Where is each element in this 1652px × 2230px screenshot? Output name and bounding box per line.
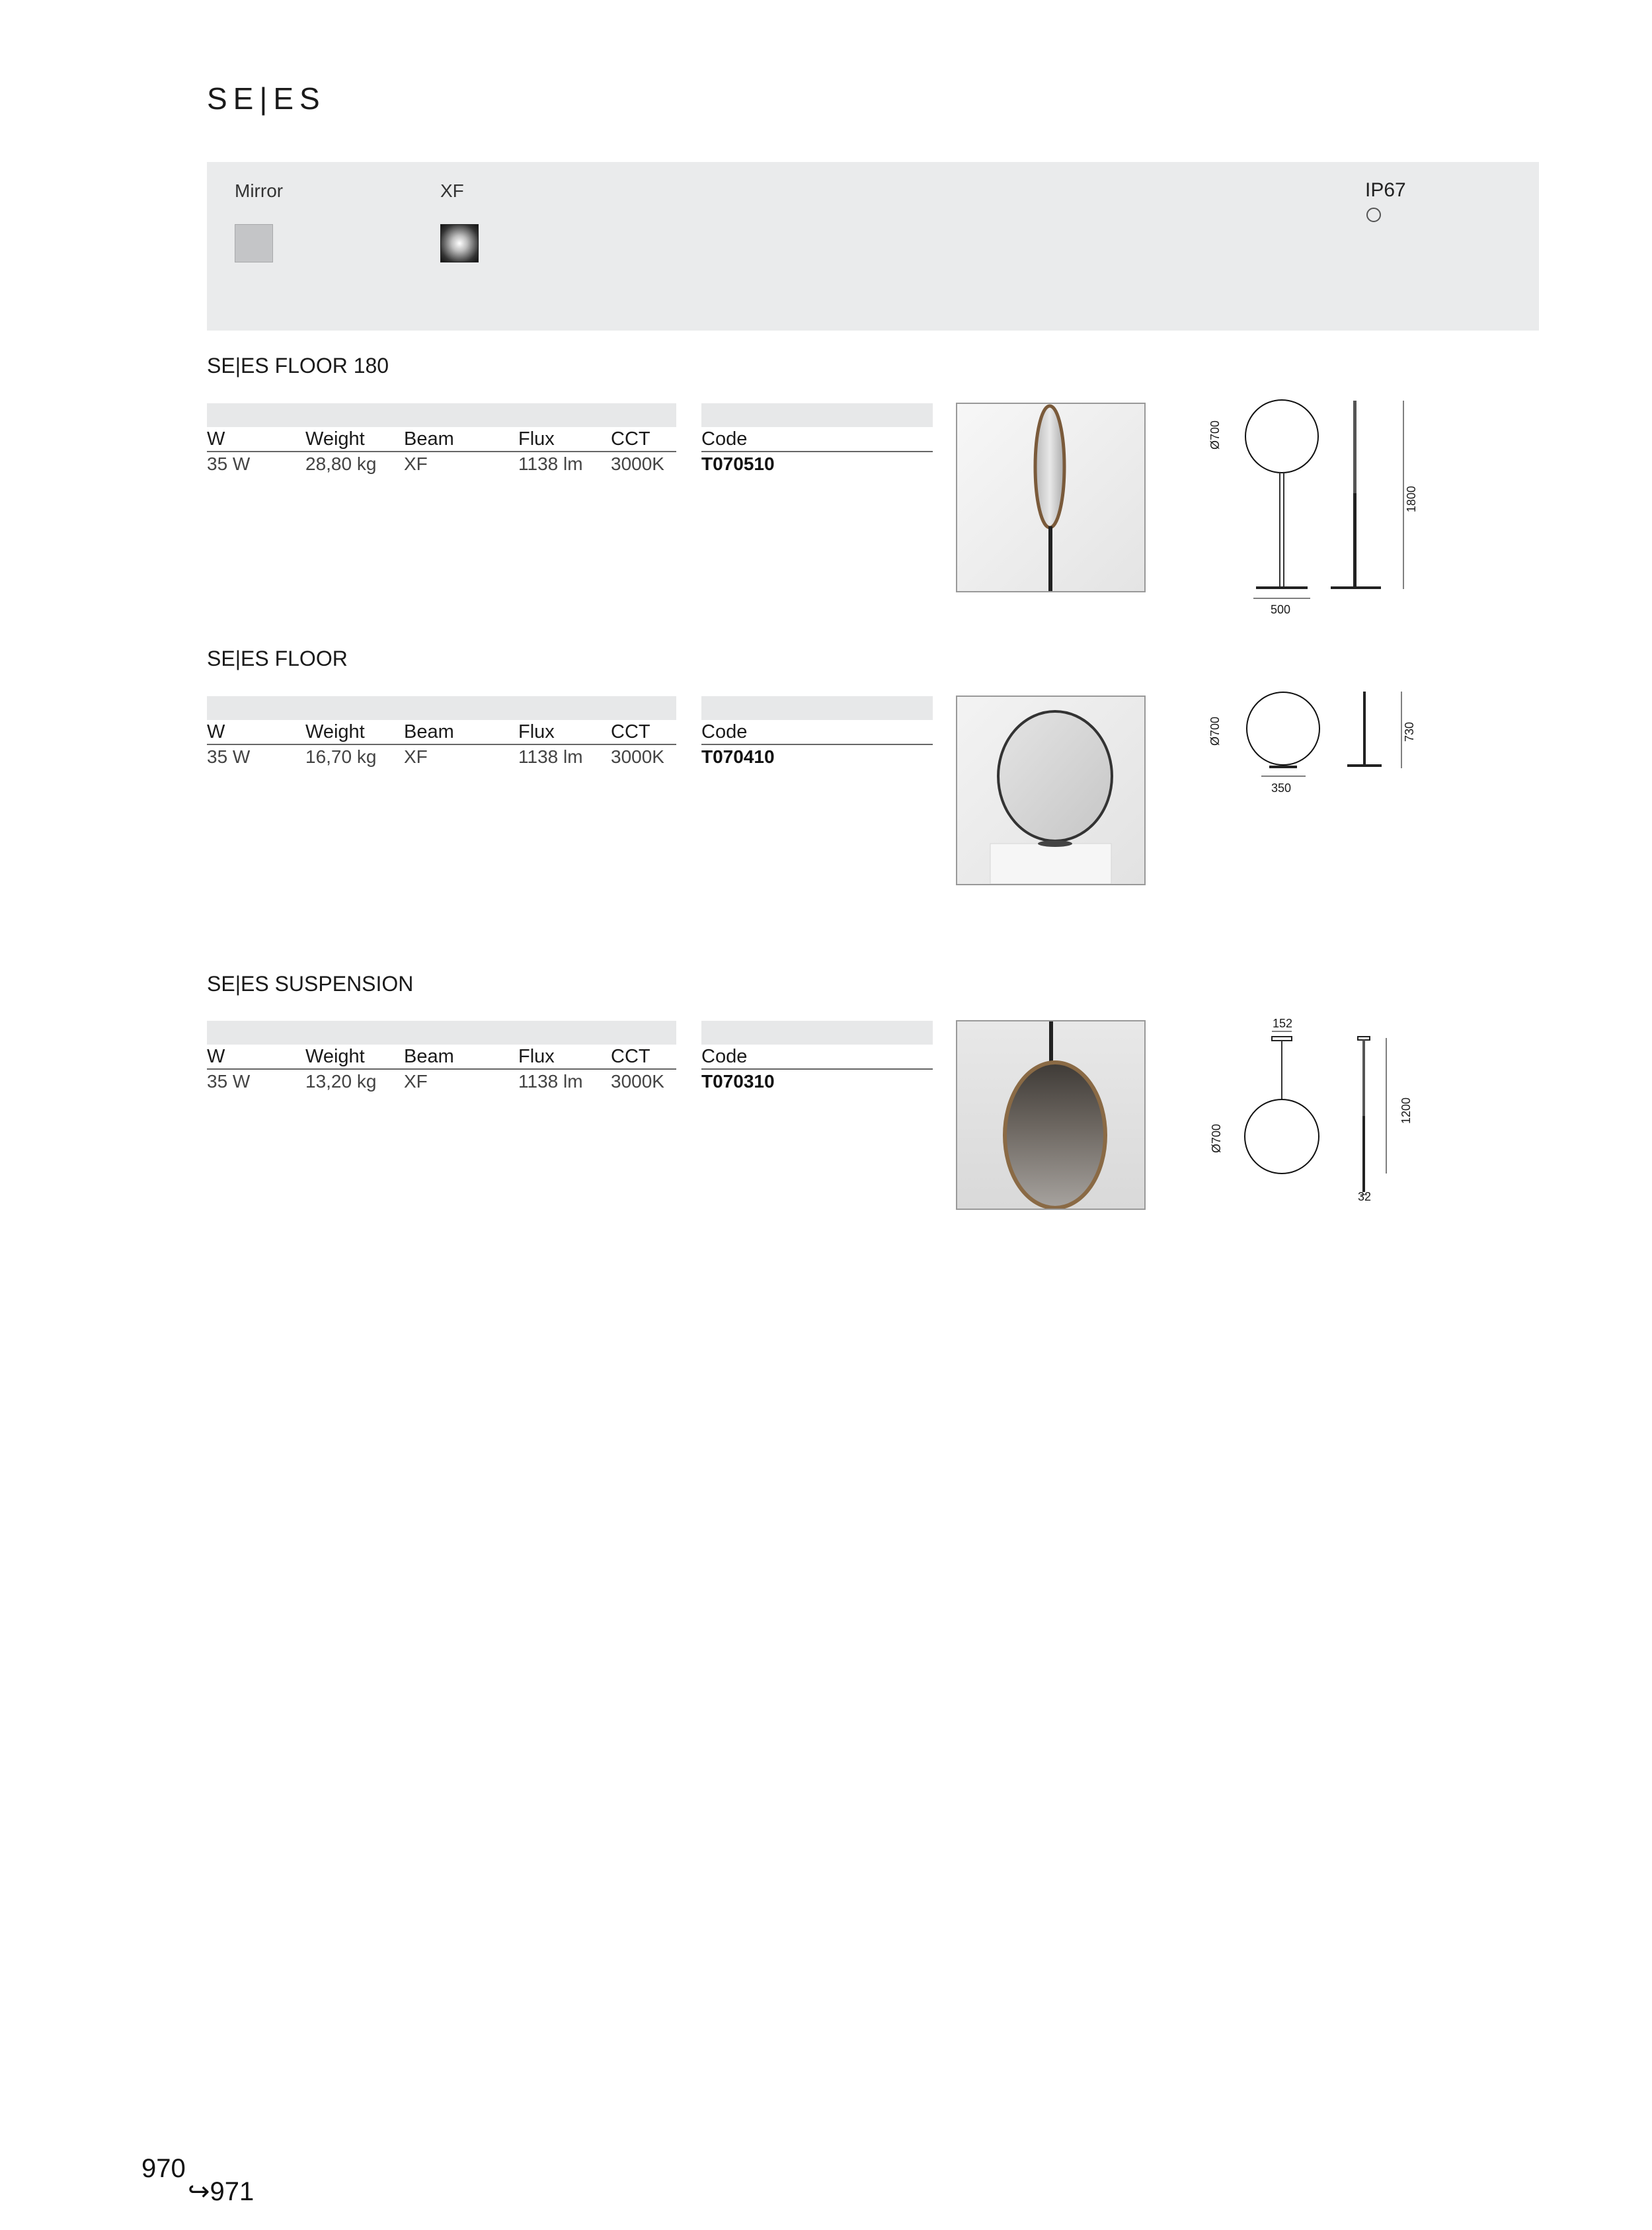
product-title: SE|ES SUSPENSION [207, 972, 414, 996]
code-header-bar [701, 403, 933, 427]
cell-code: T070310 [701, 1071, 775, 1092]
brand-title: SE|ES [207, 81, 326, 116]
cell-weight: 16,70 kg [305, 746, 377, 767]
dimension-drawing [1203, 1012, 1428, 1210]
col-weight: Weight [305, 1046, 365, 1067]
table-rule [207, 451, 676, 452]
mirror-swatch [235, 224, 273, 262]
cell-w: 35 W [207, 1071, 251, 1092]
table-header-bar [207, 696, 676, 720]
col-cct: CCT [611, 721, 650, 742]
height-label: 1800 [1405, 485, 1418, 512]
rod-label: 32 [1358, 1190, 1372, 1203]
col-code: Code [701, 1046, 748, 1067]
table-header-bar [207, 1021, 676, 1045]
page-number-left: 970 [141, 2154, 186, 2183]
product-title: SE|ES FLOOR 180 [207, 354, 389, 378]
base-label: 500 [1271, 603, 1291, 616]
col-cct: CCT [611, 1046, 650, 1067]
height-label: 730 [1403, 721, 1416, 742]
diameter-label: Ø700 [1208, 420, 1222, 450]
cell-flux: 1138 lm [518, 454, 583, 474]
diameter-label: Ø700 [1208, 716, 1222, 746]
code-rule [701, 1068, 933, 1070]
ip-rating [1365, 179, 1406, 202]
product-photo [956, 403, 1146, 592]
col-beam: Beam [404, 721, 454, 742]
floor-photo-illustration [957, 697, 1144, 884]
beam-label: XF [440, 180, 464, 201]
cell-weight: 28,80 kg [305, 454, 377, 474]
cell-beam: XF [404, 1071, 428, 1092]
col-code: Code [701, 428, 748, 450]
cell-w: 35 W [207, 746, 251, 767]
product-photo [956, 1020, 1146, 1210]
arrow-icon: ↪ [188, 2177, 210, 2206]
col-code: Code [701, 721, 748, 742]
floor-dimension-lines [1203, 688, 1428, 807]
code-rule [701, 451, 933, 452]
canopy-label: 152 [1273, 1017, 1293, 1030]
cell-w: 35 W [207, 454, 251, 474]
col-beam: Beam [404, 428, 454, 450]
ip-prefix: IP [1365, 179, 1384, 201]
col-flux: Flux [518, 1046, 555, 1067]
code-header-bar [701, 1021, 933, 1045]
floor-180-photo-illustration [957, 404, 1144, 591]
cell-flux: 1138 lm [518, 746, 583, 767]
col-w: W [207, 428, 225, 450]
cell-beam: XF [404, 454, 428, 474]
col-w: W [207, 1046, 225, 1067]
diameter-label: Ø700 [1210, 1123, 1223, 1153]
xf-beam-swatch [440, 224, 479, 262]
ground-icon [1366, 208, 1381, 222]
col-cct: CCT [611, 428, 650, 450]
product-photo [956, 696, 1146, 885]
dimension-drawing [1203, 397, 1428, 621]
cell-flux: 1138 lm [518, 1071, 583, 1092]
ip-value: 67 [1384, 179, 1406, 201]
page-number-right [188, 2176, 254, 2207]
finish-label: Mirror [235, 180, 284, 201]
cell-code: T070410 [701, 746, 775, 767]
cell-cct: 3000K [611, 454, 664, 474]
code-rule [701, 744, 933, 745]
suspension-dimension-lines [1203, 1012, 1428, 1210]
finish-band [207, 162, 1539, 331]
table-header-bar [207, 403, 676, 427]
table-rule [207, 744, 676, 745]
cell-beam: XF [404, 746, 428, 767]
base-label: 350 [1271, 781, 1292, 795]
page-number-right-value: 971 [210, 2177, 255, 2206]
col-weight: Weight [305, 721, 365, 742]
col-flux: Flux [518, 721, 555, 742]
height-label: 1200 [1399, 1097, 1413, 1124]
table-rule [207, 1068, 676, 1070]
col-w: W [207, 721, 225, 742]
dimension-drawing [1203, 688, 1428, 807]
cell-cct: 3000K [611, 1071, 664, 1092]
suspension-photo-illustration [957, 1021, 1144, 1209]
col-weight: Weight [305, 428, 365, 450]
product-title: SE|ES FLOOR [207, 647, 348, 670]
col-beam: Beam [404, 1046, 454, 1067]
cell-weight: 13,20 kg [305, 1071, 377, 1092]
cell-cct: 3000K [611, 746, 664, 767]
code-header-bar [701, 696, 933, 720]
floor-180-dimension-lines [1203, 397, 1428, 621]
col-flux: Flux [518, 428, 555, 450]
cell-code: T070510 [701, 454, 775, 474]
